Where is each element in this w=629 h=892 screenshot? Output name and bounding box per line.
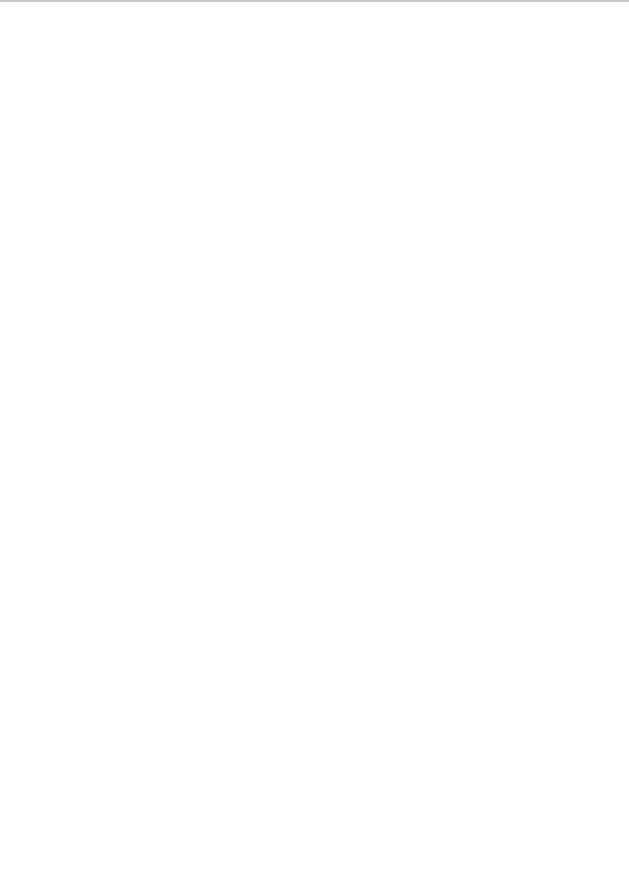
top-border xyxy=(0,0,629,2)
